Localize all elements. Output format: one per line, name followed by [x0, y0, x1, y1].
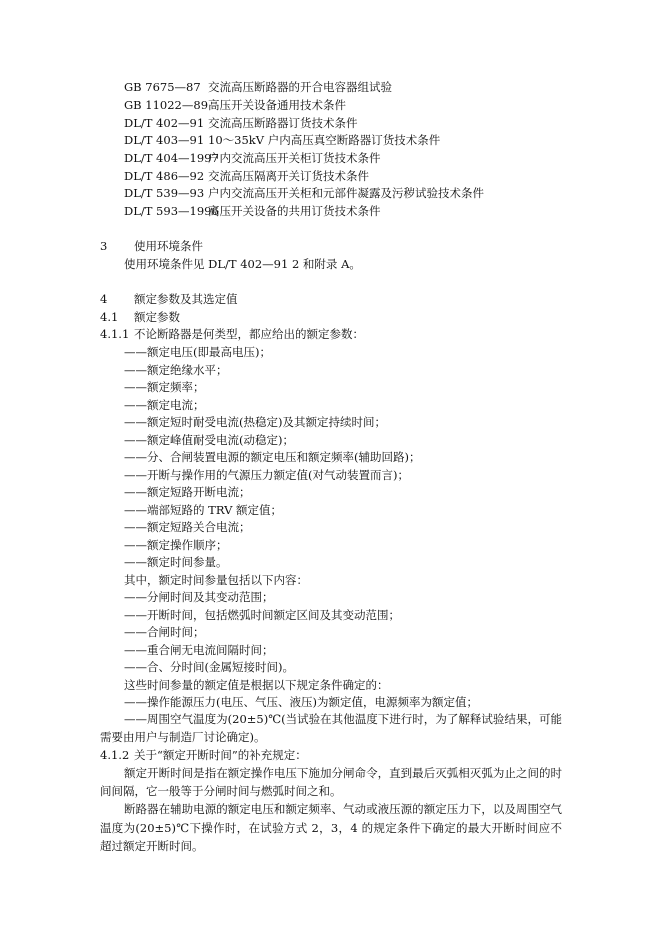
list-item: ——额定电流； [124, 398, 205, 412]
time-params-intro: 其中，额定时间参量包括以下内容： [124, 573, 308, 587]
list-item: ——额定时间参量。 [124, 555, 228, 569]
list-item: ——额定操作顺序； [124, 538, 228, 552]
standard-code: DL/T 403—91 [124, 133, 205, 147]
standard-code: DL/T 486—92 [124, 169, 205, 183]
standard-code: DL/T 593—1996 [124, 204, 219, 218]
standard-title: 高压开关设备的共用订货技术条件 [208, 204, 381, 218]
section-number: 4.1 [100, 310, 119, 324]
standard-title: 交流高压断路器的开合电容器组试验 [208, 80, 392, 94]
list-item-wrapped: ——周围空气温度为(20±5)℃(当试验在其他温度下进行时，为了解释试验结果，可能需要由用户与制造厂讨论确定)。 [100, 712, 562, 744]
standard-ref [124, 203, 381, 219]
standard-ref [124, 115, 358, 131]
list-item: ——额定电压(即最高电压)； [124, 345, 271, 359]
section-title: 额定参数及其选定值 [134, 292, 238, 306]
list-item: ——开断时间，包括燃弧时间额定区间及其变动范围； [124, 608, 400, 622]
section-3-text: 使用环境条件见 DL/T 402—91 2 和附录 A。 [124, 257, 361, 271]
standard-code: DL/T 402—91 [124, 116, 205, 130]
standard-ref [124, 185, 484, 201]
list-item: ——额定短时耐受电流(热稳定)及其额定持续时间； [124, 415, 386, 429]
paragraph: 额定开断时间是指在额定操作电压下施加分闸命令，直到最后灭弧相灭弧为止之间的时间间隔，它一般等于分闸时间与燃弧时间之和。 [100, 766, 562, 798]
standard-title: 交流高压断路器订货技术条件 [208, 116, 358, 130]
standard-code: DL/T 404—1997 [124, 151, 219, 165]
section-number: 4 [100, 292, 108, 306]
standard-code: GB 11022—89 [124, 98, 209, 112]
section-number: 3 [100, 239, 108, 253]
list-item: ——额定短路开断电流； [124, 485, 251, 499]
list-item: ——合、分时间(金属短接时间)。 [124, 660, 294, 674]
section-title: 不论断路器是何类型，都应给出的额定参数： [134, 327, 364, 341]
section-title: 使用环境条件 [134, 239, 203, 253]
list-item: ——分闸时间及其变动范围； [124, 590, 274, 604]
list-item: ——额定峰值耐受电流(动稳定)； [124, 433, 294, 447]
list-item: ——额定绝缘水平； [124, 363, 228, 377]
list-item: ——开断与操作用的气源压力额定值(对气动装置而言)； [124, 468, 409, 482]
list-item: ——额定短路关合电流； [124, 520, 251, 534]
list-item: ——分、合闸装置电源的额定电压和额定频率(辅助回路)； [124, 450, 421, 464]
standard-code: DL/T 539—93 [124, 186, 205, 200]
standard-title: 户内交流高压开关柜和元部件凝露及污秽试验技术条件 [208, 186, 484, 200]
section-title: 额定参数 [134, 310, 180, 324]
list-item: ——额定频率； [124, 380, 205, 394]
standard-title: 10～35kV 户内高压真空断路器订货技术条件 [208, 133, 441, 147]
list-item: ——重合闸无电流间隔时间； [124, 643, 274, 657]
list-item: ——操作能源压力(电压、气压、液压)为额定值，电源频率为额定值； [124, 695, 478, 709]
list-item: ——合闸时间； [124, 625, 205, 639]
standard-code: GB 7675—87 [124, 80, 201, 94]
section-4-heading [100, 291, 238, 307]
standard-ref [124, 168, 369, 184]
paragraph: 断路器在辅助电源的额定电压和额定频率、气动或液压源的额定压力下，以及周围空气温度为(20±5)℃下操作时，在试验方式 2，3，4 的规定条件下确定的最大开断时间应不超过额定开断时间。 [100, 802, 562, 853]
section-4-1-1-heading [100, 326, 364, 342]
standard-ref [124, 79, 392, 95]
section-number: 4.1.2 [100, 748, 130, 762]
standard-ref [124, 150, 381, 166]
section-4-1-heading [100, 309, 180, 325]
section-3-heading [100, 238, 203, 254]
section-title: 关于“额定开断时间”的补充规定： [134, 748, 307, 762]
standard-ref [124, 132, 440, 148]
standard-title: 高压开关设备通用技术条件 [208, 98, 346, 112]
standard-title: 交流高压隔离开关订货技术条件 [208, 169, 369, 183]
standard-ref [124, 97, 346, 113]
list-item: ——端部短路的 TRV 额定值； [124, 503, 283, 517]
standard-title: 户内交流高压开关柜订货技术条件 [208, 151, 381, 165]
section-number: 4.1.1 [100, 327, 130, 341]
section-4-1-2-heading [100, 747, 307, 763]
conditions-intro: 这些时间参量的额定值是根据以下规定条件确定的： [124, 678, 389, 692]
